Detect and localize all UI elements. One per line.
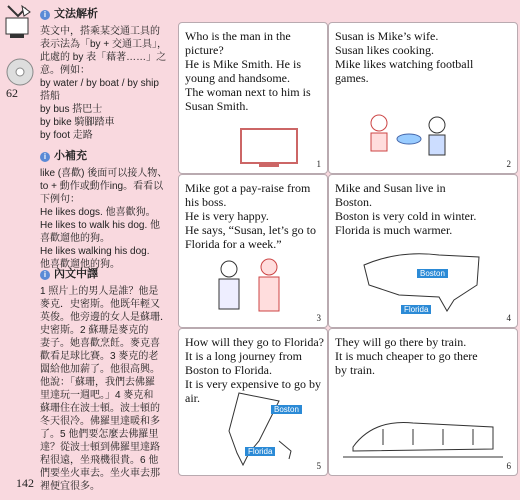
text-line: 冬天很冷。佛羅里達暖和多 [40,416,160,427]
panel-number: 2 [506,159,511,169]
panel-line: They will go there by train. [335,335,467,349]
panel-text [335,335,478,377]
panel-line: It is a long journey from [185,349,302,363]
east-coast-map-illustration [219,391,299,469]
text-line: 妻子。她喜歡烹飪。麥克喜 [40,338,160,349]
text-line: 程很遠，坐飛機很貴。6 他 [40,455,159,466]
panel-line: He says, “Susan, let’s go to [185,223,316,237]
panel-line: It is much cheaper to go there [335,349,478,363]
train-illustration [343,399,503,465]
text-line: 英俊。他旁邊的女人是蘇珊． [40,312,170,323]
panel-line: picture? [185,43,224,57]
boston-label: Boston [271,405,302,414]
text-line: 喜歡遛他的狗。 [40,233,110,244]
text-line: 里達玩一週吧。」4 麥克和 [40,390,154,401]
text-line: 裡便宜很多。 [40,481,100,492]
text-line: 達？從波士頓到佛羅里達路 [40,442,160,453]
text-line: 歡看足球比賽。3 麥克的老 [40,351,159,362]
panel-line: Susan Smith. [185,99,249,113]
panel-number: 3 [316,313,321,323]
text-line: 表示法為「by + 交通工具」， [40,39,167,50]
panel-text [335,29,473,85]
grammar-section [40,8,168,142]
panel-line: Susan is Mike’s wife. [335,29,439,43]
text-line: He likes to walk his dog. 他 [40,220,161,231]
translation-heading: 內文中譯 [54,268,98,280]
panel-line: Mike likes watching football [335,57,474,71]
text-line: 下例句： [40,194,80,205]
cooking-couple-illustration [339,109,459,169]
text-line: 他說：「蘇珊，我們去佛羅 [40,377,155,388]
panel-line: young and handsome. [185,71,290,85]
panel-line: by train. [335,363,375,377]
panel-6 [328,328,518,476]
text-line: He likes walking his dog. [40,246,150,257]
info-badge-icon: i [40,152,50,162]
panel-line: Mike and Susan live in [335,181,446,195]
panel-line: Florida for a week.” [185,237,282,251]
text-line: 搭船 [40,91,60,102]
happy-people-illustration [199,255,299,321]
panel-line: games. [335,71,369,85]
panel-1 [178,22,328,174]
text-line: 了。5 他們要怎麼去佛羅里 [40,429,159,440]
text-line: to + 動作或動作ing。看看以 [40,181,164,192]
panel-2 [328,22,518,174]
panel-line: Susan likes cooking. [335,43,434,57]
panel-line: How will they go to Florida? [185,335,324,349]
text-line: by water / by boat / by ship [40,78,159,89]
text-line: by bus 搭巴士 [40,104,103,115]
panel-line: The woman next to him is [185,85,311,99]
panel-number: 4 [506,313,511,323]
bottom-page-number: 142 [16,476,34,490]
supplement-section [40,150,168,271]
panel-line: his boss. [185,195,227,209]
text-line: He likes dogs. 他喜歡狗。 [40,207,156,218]
text-line: by foot 走路 [40,130,93,141]
panel-line: It is very expensive to go by [185,377,321,391]
text-line: 英文中，搭乘某交通工具的 [40,26,160,37]
text-line: by bike 騎腳踏車 [40,117,115,128]
panel-line: Boston is very cold in winter. [335,209,477,223]
text-line: 此處的 by 表「藉著……」之 [40,52,167,63]
panel-text [335,181,476,237]
info-badge-icon: i [40,270,50,280]
text-line: 1 照片上的男人是誰？他是 [40,286,159,297]
panel-number: 5 [316,461,321,471]
text-line: 史密斯。2 蘇珊是麥克的 [40,325,149,336]
grammar-heading: 文法解析 [54,8,98,20]
panel-number: 6 [506,461,511,471]
panel-4 [328,174,518,328]
cd-icon [6,58,34,86]
panel-line: He is Mike Smith. He is [185,57,301,71]
desk-lamp-icon [4,4,32,42]
boston-label: Boston [417,269,448,278]
panel-text [185,181,316,251]
florida-label: Florida [401,305,431,314]
text-line: 他喜歡遛他的狗。 [40,259,120,270]
panel-line: Who is the man in the [185,29,291,43]
text-line: 麥克．史密斯。他既年輕又 [40,299,160,310]
florida-label: Florida [245,447,275,456]
panel-5 [178,328,328,476]
panel-line: He is very happy. [185,209,269,223]
panel-line: Boston. [335,195,373,209]
picture-frame-illustration [239,127,299,169]
panel-line: air. [185,391,200,405]
text-line: 意。例如： [40,65,90,76]
panel-text [185,29,311,113]
side-page-number: 62 [6,86,18,100]
text-line: like (喜歡) 後面可以接人物、 [40,168,168,179]
supplement-heading: 小補充 [54,150,87,162]
text-line: 們要坐火車去。坐火車去那 [40,468,160,479]
panel-number: 1 [316,159,321,169]
text-line: 闆給他加薪了。他很高興。 [40,364,160,375]
panel-line: Mike got a pay-raise from [185,181,311,195]
translation-section [40,268,168,493]
panel-line: Boston to Florida. [185,363,273,377]
info-badge-icon: i [40,10,50,20]
panel-line: Florida is much warmer. [335,223,453,237]
text-line: 蘇珊住在波士頓。波士頓的 [40,403,160,414]
sidebar-notes [0,0,170,500]
panel-3 [178,174,328,328]
